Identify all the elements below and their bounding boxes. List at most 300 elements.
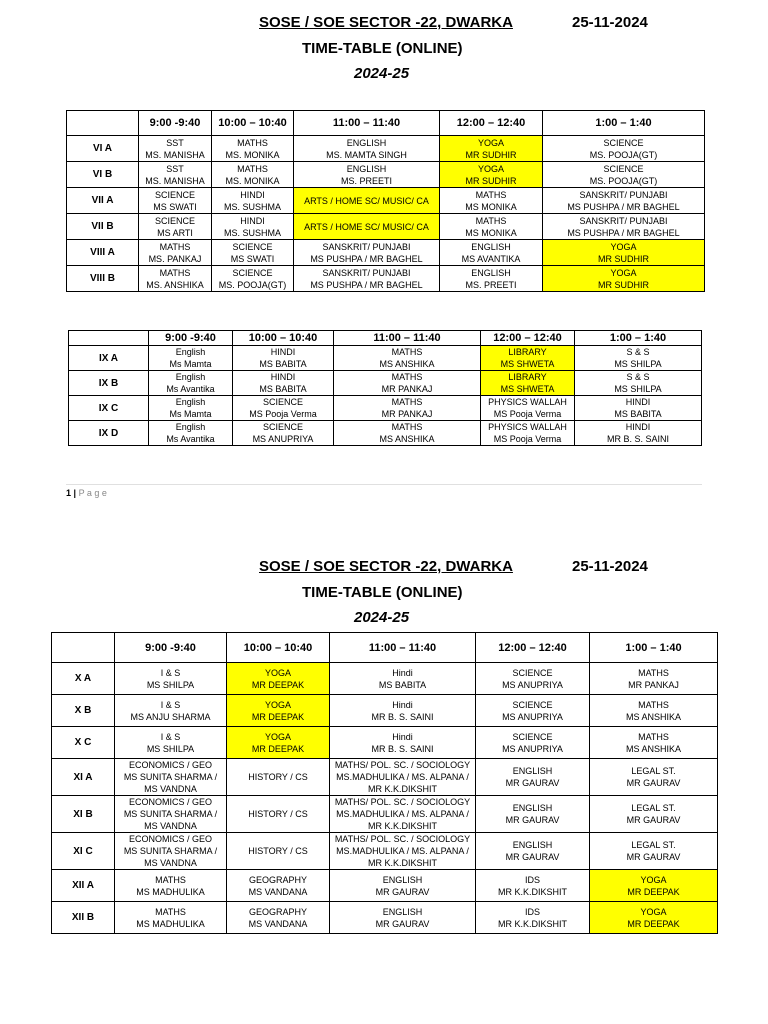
teacher: MS MADHULIKA bbox=[136, 886, 205, 897]
period-cell bbox=[227, 902, 330, 934]
period-cell bbox=[149, 346, 233, 371]
teacher: MS. MAMTA SINGH bbox=[326, 149, 407, 160]
class-label: X A bbox=[52, 663, 115, 695]
period-cell bbox=[575, 396, 702, 421]
period-cell bbox=[212, 188, 294, 214]
period-cell bbox=[476, 663, 590, 695]
subject: ENGLISH bbox=[471, 267, 511, 278]
period-cell-highlighted bbox=[294, 188, 440, 214]
teacher: MS. MANISHA bbox=[145, 175, 205, 186]
subject: ECONOMICS / GEO bbox=[128, 797, 212, 807]
table-row bbox=[69, 346, 702, 371]
teacher: MS BABITA bbox=[259, 384, 307, 394]
subject: MATHS/ POL. SC. / SOCIOLOGY bbox=[334, 797, 471, 807]
period-cell bbox=[476, 902, 590, 934]
subject: ARTS / HOME SC/ MUSIC/ CA bbox=[304, 221, 429, 232]
class-label: VII B bbox=[67, 214, 139, 240]
table-row bbox=[67, 188, 705, 214]
page-separator: | bbox=[73, 488, 77, 498]
table-row bbox=[67, 214, 705, 240]
period-cell bbox=[115, 902, 227, 934]
period-cell bbox=[334, 396, 481, 421]
teacher: MS PUSHPA / MR BAGHEL bbox=[567, 227, 680, 238]
period-cell bbox=[233, 346, 334, 371]
period-cell bbox=[330, 759, 476, 796]
subject: SCIENCE bbox=[154, 215, 195, 226]
period-cell bbox=[212, 240, 294, 266]
timetable-classes-10-12 bbox=[51, 632, 718, 934]
teacher: Ms Avantika bbox=[166, 434, 215, 444]
teacher: MS.MADHULIKA / MS. ALPANA / bbox=[336, 772, 469, 782]
subject: ECONOMICS / GEO bbox=[128, 760, 212, 770]
period-cell bbox=[212, 162, 294, 188]
subject: ENGLISH bbox=[346, 163, 387, 174]
class-label: X B bbox=[52, 695, 115, 727]
class-label: XII A bbox=[52, 870, 115, 902]
table-row bbox=[69, 396, 702, 421]
subject: SST bbox=[166, 137, 184, 148]
subject: ENGLISH bbox=[346, 137, 387, 148]
period-cell bbox=[590, 833, 718, 870]
subject: MATHS bbox=[155, 874, 186, 885]
teacher-2: MR K.K.DIKSHIT bbox=[367, 858, 437, 868]
period-cell bbox=[233, 421, 334, 446]
class-label: IX A bbox=[69, 346, 149, 371]
class-label: VII A bbox=[67, 188, 139, 214]
teacher: MS MONIKA bbox=[465, 201, 517, 212]
subject: English bbox=[175, 397, 206, 407]
period-cell bbox=[476, 796, 590, 833]
period-cell bbox=[139, 136, 212, 162]
period-cell bbox=[294, 240, 440, 266]
subject: SCIENCE bbox=[512, 731, 553, 742]
teacher: MR K.K.DIKSHIT bbox=[497, 918, 567, 929]
school-name: SOSE / SOE SECTOR -22, DWARKA bbox=[259, 14, 513, 31]
period-cell bbox=[330, 833, 476, 870]
header-period-4: 12:00 – 12:40 bbox=[440, 111, 543, 136]
subject: English bbox=[175, 372, 206, 382]
header-period-1: 9:00 -9:40 bbox=[139, 111, 212, 136]
subject: YOGA bbox=[264, 667, 291, 678]
teacher: MS ANUPRIYA bbox=[502, 679, 563, 690]
subject: SCIENCE bbox=[512, 667, 553, 678]
subject: YOGA bbox=[477, 163, 504, 174]
teacher: MS PUSHPA / MR BAGHEL bbox=[310, 253, 423, 264]
teacher: MS SHILPA bbox=[614, 384, 662, 394]
period-cell bbox=[476, 833, 590, 870]
period-cell-highlighted bbox=[481, 371, 575, 396]
subject: YOGA bbox=[477, 137, 504, 148]
period-cell bbox=[139, 240, 212, 266]
header-period-3: 11:00 – 11:40 bbox=[294, 111, 440, 136]
subject: SCIENCE bbox=[154, 189, 195, 200]
period-cell bbox=[481, 396, 575, 421]
period-cell bbox=[212, 266, 294, 292]
period-cell bbox=[227, 833, 330, 870]
subject: Hindi bbox=[392, 699, 413, 710]
page-footer bbox=[66, 484, 702, 503]
subject: ARTS / HOME SC/ MUSIC/ CA bbox=[304, 195, 429, 206]
teacher: MS SUNITA SHARMA / bbox=[123, 846, 218, 856]
subject: MATHS bbox=[391, 422, 423, 432]
teacher: Ms Avantika bbox=[166, 384, 215, 394]
teacher: MS VANDANA bbox=[248, 886, 308, 897]
table-row bbox=[52, 902, 718, 934]
session-year: 2024-25 bbox=[354, 65, 410, 82]
subject: HISTORY / CS bbox=[248, 809, 308, 819]
period-cell bbox=[330, 902, 476, 934]
class-label: VI B bbox=[67, 162, 139, 188]
period-cell bbox=[227, 870, 330, 902]
teacher: MS. POOJA(GT) bbox=[589, 149, 658, 160]
class-label: XI A bbox=[52, 759, 115, 796]
subject: HINDI bbox=[270, 347, 296, 357]
teacher: MS ANUPRIYA bbox=[502, 711, 563, 722]
header-period-1: 9:00 -9:40 bbox=[149, 331, 233, 346]
subject: ENGLISH bbox=[512, 803, 553, 813]
timetable-title: TIME-TABLE (ONLINE) bbox=[302, 584, 463, 601]
teacher-2: MR K.K.DIKSHIT bbox=[367, 784, 437, 794]
period-cell bbox=[330, 727, 476, 759]
subject: YOGA bbox=[640, 874, 667, 885]
teacher: MS ANJU SHARMA bbox=[130, 711, 211, 722]
subject: LEGAL ST. bbox=[631, 766, 676, 776]
period-cell bbox=[149, 421, 233, 446]
table-header-row bbox=[52, 633, 718, 663]
period-cell bbox=[330, 870, 476, 902]
teacher: MS SHWETA bbox=[500, 384, 555, 394]
teacher: MS ANSHIKA bbox=[625, 743, 681, 754]
subject: SCIENCE bbox=[512, 699, 553, 710]
subject: I & S bbox=[160, 699, 181, 710]
subject: SST bbox=[166, 163, 184, 174]
subject: PHYSICS WALLAH bbox=[488, 397, 567, 407]
teacher: MR GAURAV bbox=[505, 815, 560, 825]
subject: SANSKRIT/ PUNJABI bbox=[579, 189, 668, 200]
subject: ENGLISH bbox=[512, 766, 553, 776]
period-cell bbox=[115, 695, 227, 727]
period-cell-highlighted bbox=[440, 162, 543, 188]
period-cell bbox=[590, 695, 718, 727]
subject: YOGA bbox=[610, 267, 637, 278]
period-cell bbox=[440, 266, 543, 292]
period-cell bbox=[227, 759, 330, 796]
period-cell bbox=[334, 421, 481, 446]
header-cell-blank bbox=[67, 111, 139, 136]
subject: MATHS bbox=[391, 397, 423, 407]
teacher: MS Pooja Verma bbox=[493, 409, 562, 419]
period-cell bbox=[139, 266, 212, 292]
table-row bbox=[67, 266, 705, 292]
subject: HINDI bbox=[625, 422, 651, 432]
timetable-class-9 bbox=[68, 330, 702, 446]
period-cell bbox=[481, 421, 575, 446]
subject: YOGA bbox=[264, 699, 291, 710]
subject: SANSKRIT/ PUNJABI bbox=[322, 241, 411, 252]
period-cell bbox=[115, 870, 227, 902]
teacher: MS. PREETI bbox=[465, 279, 517, 290]
subject: YOGA bbox=[640, 906, 667, 917]
teacher: MR SUDHIR bbox=[598, 279, 649, 290]
subject: Hindi bbox=[392, 731, 413, 742]
teacher: MS. ANSHIKA bbox=[146, 279, 204, 290]
period-cell bbox=[294, 136, 440, 162]
subject: ENGLISH bbox=[512, 840, 553, 850]
document-date: 25-11-2024 bbox=[572, 558, 648, 575]
page-label: P a g e bbox=[78, 488, 107, 498]
session-year: 2024-25 bbox=[354, 609, 410, 626]
teacher: MS.MADHULIKA / MS. ALPANA / bbox=[336, 846, 469, 856]
teacher: MS SUNITA SHARMA / bbox=[123, 809, 218, 819]
table-row bbox=[67, 136, 705, 162]
teacher: MR GAURAV bbox=[626, 852, 681, 862]
subject: ECONOMICS / GEO bbox=[128, 834, 212, 844]
teacher: MS MADHULIKA bbox=[136, 918, 205, 929]
subject: ENGLISH bbox=[382, 874, 423, 885]
period-cell bbox=[334, 346, 481, 371]
teacher: MS SHILPA bbox=[146, 679, 195, 690]
period-cell bbox=[139, 214, 212, 240]
period-cell bbox=[543, 188, 705, 214]
header-cell-blank bbox=[52, 633, 115, 663]
period-cell-highlighted bbox=[440, 136, 543, 162]
period-cell-highlighted bbox=[590, 902, 718, 934]
table-row bbox=[67, 240, 705, 266]
subject: MATHS bbox=[475, 189, 507, 200]
teacher: MS. MONIKA bbox=[225, 175, 280, 186]
document-date: 25-11-2024 bbox=[572, 14, 648, 31]
page1-header bbox=[0, 14, 768, 94]
period-cell bbox=[476, 695, 590, 727]
teacher: MR GAURAV bbox=[626, 778, 681, 788]
period-cell bbox=[476, 870, 590, 902]
subject: SCIENCE bbox=[232, 267, 273, 278]
subject: GEOGRAPHY bbox=[248, 906, 307, 917]
subject: English bbox=[175, 347, 206, 357]
teacher: MS SWATI bbox=[230, 253, 275, 264]
period-cell bbox=[543, 162, 705, 188]
teacher: MS ANUPRIYA bbox=[252, 434, 314, 444]
teacher: MS. POOJA(GT) bbox=[589, 175, 658, 186]
subject: SANSKRIT/ PUNJABI bbox=[579, 215, 668, 226]
subject: ENGLISH bbox=[471, 241, 511, 252]
period-cell bbox=[543, 214, 705, 240]
teacher: MS BABITA bbox=[378, 679, 427, 690]
teacher-2: MS VANDNA bbox=[144, 821, 197, 831]
subject: HINDI bbox=[240, 215, 265, 226]
subject: MATHS bbox=[237, 163, 268, 174]
period-cell bbox=[590, 663, 718, 695]
subject: S & S bbox=[626, 347, 650, 357]
subject: PHYSICS WALLAH bbox=[488, 422, 567, 432]
subject: MATHS/ POL. SC. / SOCIOLOGY bbox=[334, 834, 471, 844]
subject: English bbox=[175, 422, 206, 432]
subject: LEGAL ST. bbox=[631, 803, 676, 813]
teacher: MR SUDHIR bbox=[598, 253, 649, 264]
subject: MATHS/ POL. SC. / SOCIOLOGY bbox=[334, 760, 471, 770]
teacher: MS ANSHIKA bbox=[625, 711, 681, 722]
period-cell bbox=[115, 759, 227, 796]
table-row bbox=[69, 371, 702, 396]
period-cell bbox=[330, 663, 476, 695]
teacher: MS. MANISHA bbox=[145, 149, 205, 160]
period-cell bbox=[115, 663, 227, 695]
teacher: MS Pooja Verma bbox=[249, 409, 317, 419]
period-cell bbox=[590, 727, 718, 759]
subject: SCIENCE bbox=[603, 163, 644, 174]
teacher: MS ANUPRIYA bbox=[502, 743, 563, 754]
teacher: MS BABITA bbox=[614, 409, 662, 419]
teacher: MR DEEPAK bbox=[251, 743, 305, 754]
header-period-5: 1:00 – 1:40 bbox=[590, 633, 718, 663]
header-period-5: 1:00 – 1:40 bbox=[543, 111, 705, 136]
subject: LIBRARY bbox=[508, 347, 547, 357]
period-cell bbox=[440, 214, 543, 240]
teacher: MR K.K.DIKSHIT bbox=[497, 886, 567, 897]
teacher: MS VANDANA bbox=[248, 918, 308, 929]
teacher-2: MS VANDNA bbox=[144, 784, 197, 794]
subject: I & S bbox=[160, 667, 181, 678]
table-row bbox=[52, 833, 718, 870]
period-cell bbox=[330, 695, 476, 727]
subject: MATHS bbox=[155, 906, 186, 917]
subject: HISTORY / CS bbox=[248, 846, 308, 856]
period-cell bbox=[543, 136, 705, 162]
period-cell bbox=[139, 188, 212, 214]
table-row bbox=[52, 695, 718, 727]
teacher: MS ANSHIKA bbox=[379, 434, 435, 444]
teacher: MR PANKAJ bbox=[628, 679, 679, 690]
teacher: MS AVANTIKA bbox=[461, 253, 521, 264]
header-period-5: 1:00 – 1:40 bbox=[575, 331, 702, 346]
header-period-3: 11:00 – 11:40 bbox=[330, 633, 476, 663]
teacher: MS. PREETI bbox=[340, 175, 392, 186]
header-period-2: 10:00 – 10:40 bbox=[233, 331, 334, 346]
period-cell bbox=[440, 240, 543, 266]
teacher: MS SUNITA SHARMA / bbox=[123, 772, 218, 782]
header-period-3: 11:00 – 11:40 bbox=[334, 331, 481, 346]
subject: ENGLISH bbox=[382, 906, 423, 917]
teacher: MR B. S. SAINI bbox=[371, 743, 434, 754]
teacher: MS. MONIKA bbox=[225, 149, 280, 160]
period-cell bbox=[334, 371, 481, 396]
subject: SCIENCE bbox=[232, 241, 273, 252]
teacher: MS BABITA bbox=[259, 359, 307, 369]
period-cell bbox=[212, 136, 294, 162]
subject: SANSKRIT/ PUNJABI bbox=[322, 267, 411, 278]
period-cell-highlighted bbox=[543, 266, 705, 292]
period-cell-highlighted bbox=[481, 346, 575, 371]
period-cell bbox=[115, 727, 227, 759]
teacher: MS. POOJA(GT) bbox=[218, 279, 287, 290]
period-cell bbox=[139, 162, 212, 188]
teacher: MS SHWETA bbox=[500, 359, 555, 369]
subject: Hindi bbox=[392, 667, 413, 678]
teacher: MR DEEPAK bbox=[251, 711, 305, 722]
subject: IDS bbox=[524, 874, 540, 885]
period-cell bbox=[294, 266, 440, 292]
class-label: XI C bbox=[52, 833, 115, 870]
period-cell-highlighted bbox=[543, 240, 705, 266]
table-header-row bbox=[67, 111, 705, 136]
class-label: IX B bbox=[69, 371, 149, 396]
period-cell-highlighted bbox=[227, 695, 330, 727]
table-row bbox=[67, 162, 705, 188]
teacher: MS. SUSHMA bbox=[223, 227, 281, 238]
class-label: XI B bbox=[52, 796, 115, 833]
teacher: MR PANKAJ bbox=[381, 384, 433, 394]
subject: LIBRARY bbox=[508, 372, 547, 382]
period-cell bbox=[590, 759, 718, 796]
subject: GEOGRAPHY bbox=[248, 874, 307, 885]
subject: MATHS bbox=[391, 347, 423, 357]
period-cell bbox=[440, 188, 543, 214]
class-label: VIII A bbox=[67, 240, 139, 266]
subject: S & S bbox=[626, 372, 650, 382]
table-row bbox=[52, 796, 718, 833]
period-cell bbox=[149, 396, 233, 421]
subject: MATHS bbox=[237, 137, 268, 148]
table-row bbox=[69, 421, 702, 446]
header-period-4: 12:00 – 12:40 bbox=[481, 331, 575, 346]
period-cell bbox=[575, 371, 702, 396]
period-cell bbox=[233, 396, 334, 421]
period-cell-highlighted bbox=[294, 214, 440, 240]
header-cell-blank bbox=[69, 331, 149, 346]
timetable-classes-6-8 bbox=[66, 110, 705, 292]
header-period-2: 10:00 – 10:40 bbox=[212, 111, 294, 136]
teacher: MS SHILPA bbox=[146, 743, 195, 754]
teacher: MS PUSHPA / MR BAGHEL bbox=[310, 279, 423, 290]
teacher: MR GAURAV bbox=[626, 815, 681, 825]
teacher: MR DEEPAK bbox=[627, 886, 680, 897]
table-header-row bbox=[69, 331, 702, 346]
teacher: MS.MADHULIKA / MS. ALPANA / bbox=[336, 809, 469, 819]
period-cell bbox=[233, 371, 334, 396]
page-number: 1 bbox=[66, 488, 72, 498]
subject: HINDI bbox=[625, 397, 651, 407]
teacher: MS ARTI bbox=[157, 227, 193, 238]
school-name: SOSE / SOE SECTOR -22, DWARKA bbox=[259, 558, 513, 575]
teacher: MS MONIKA bbox=[465, 227, 517, 238]
teacher: MR GAURAV bbox=[375, 886, 430, 897]
subject: I & S bbox=[160, 731, 181, 742]
period-cell bbox=[330, 796, 476, 833]
class-label: IX C bbox=[69, 396, 149, 421]
teacher: MR GAURAV bbox=[505, 852, 560, 862]
subject: SCIENCE bbox=[603, 137, 644, 148]
period-cell-highlighted bbox=[590, 870, 718, 902]
page2-header bbox=[0, 558, 768, 638]
table-row bbox=[52, 759, 718, 796]
period-cell bbox=[212, 214, 294, 240]
teacher: MR B. S. SAINI bbox=[606, 434, 669, 444]
period-cell bbox=[476, 727, 590, 759]
teacher: MR SUDHIR bbox=[465, 149, 517, 160]
subject: MATHS bbox=[638, 699, 669, 710]
period-cell bbox=[227, 796, 330, 833]
subject: YOGA bbox=[264, 731, 291, 742]
period-cell bbox=[575, 421, 702, 446]
teacher: MR GAURAV bbox=[505, 778, 560, 788]
period-cell bbox=[115, 833, 227, 870]
subject: HINDI bbox=[270, 372, 296, 382]
subject: MATHS bbox=[159, 241, 191, 252]
header-period-1: 9:00 -9:40 bbox=[115, 633, 227, 663]
teacher: MS. PANKAJ bbox=[148, 253, 202, 264]
subject: SCIENCE bbox=[262, 422, 303, 432]
teacher: MR PANKAJ bbox=[381, 409, 433, 419]
